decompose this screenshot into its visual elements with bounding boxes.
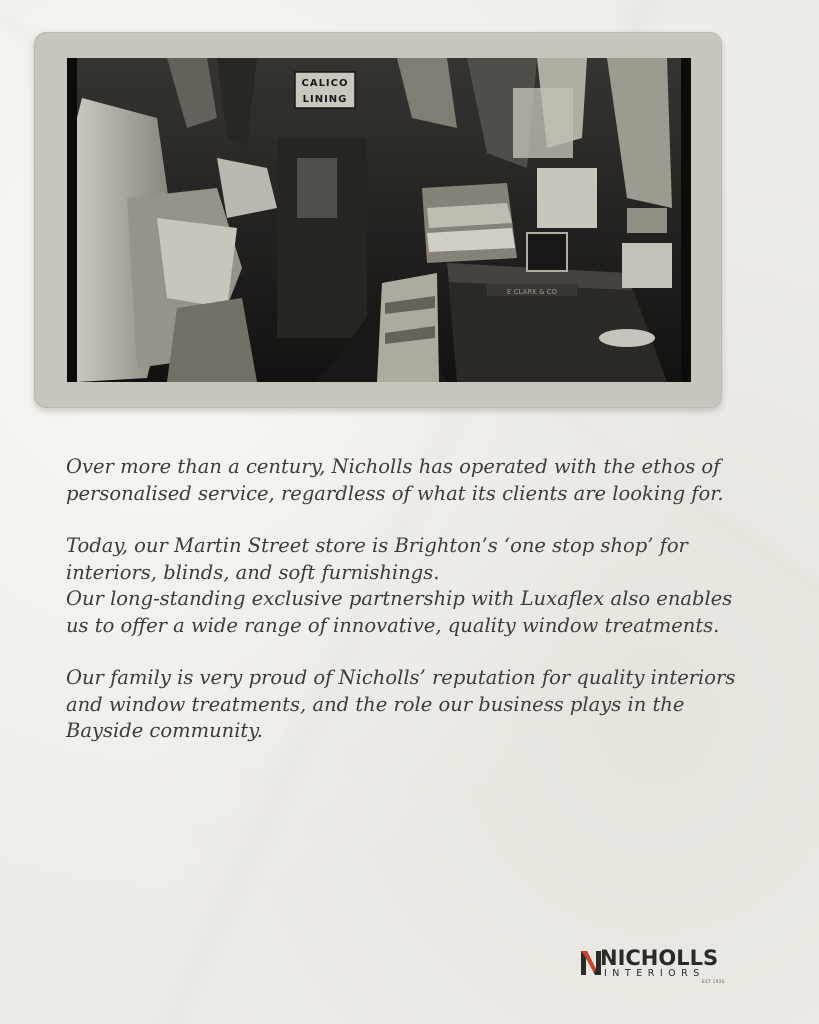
paragraph-store-line2: Our long-standing exclusive partnership with Luxaflex also enables us to offer a wide range of innovative, quality window treatments. [66,587,733,637]
logo-title: NICHOLLS [600,946,719,970]
historic-shop-photo [67,58,691,382]
vintage-photo-frame [34,32,722,408]
nicholls-logo [580,946,730,986]
counter-label: E CLARK & CO [506,288,558,296]
paragraph-store-line1: Today, our Martin Street store is Brighton’s ‘one stop shop’ for interiors, blinds, and soft furnishings. [66,534,688,584]
photo-sign-line2: LINING [302,94,348,105]
logo-est: EST 1920 [702,979,725,984]
paragraph-heritage: Over more than a century, Nicholls has operated with the ethos of personalised service, regardless of what its clients are looking for. [66,455,724,505]
logo-subtitle: INTERIORS [604,968,705,979]
paragraph-store [66,533,746,639]
photo-sign-line1: CALICO [301,78,349,89]
nicholls-n-mark-icon [580,949,602,977]
shop-interior-illustration [67,58,691,382]
history-text-block [66,454,746,771]
paragraph-community: Our family is very proud of Nicholls’ reputation for quality interiors and window treatments, and the role our business plays in the Bayside community. [66,666,736,742]
